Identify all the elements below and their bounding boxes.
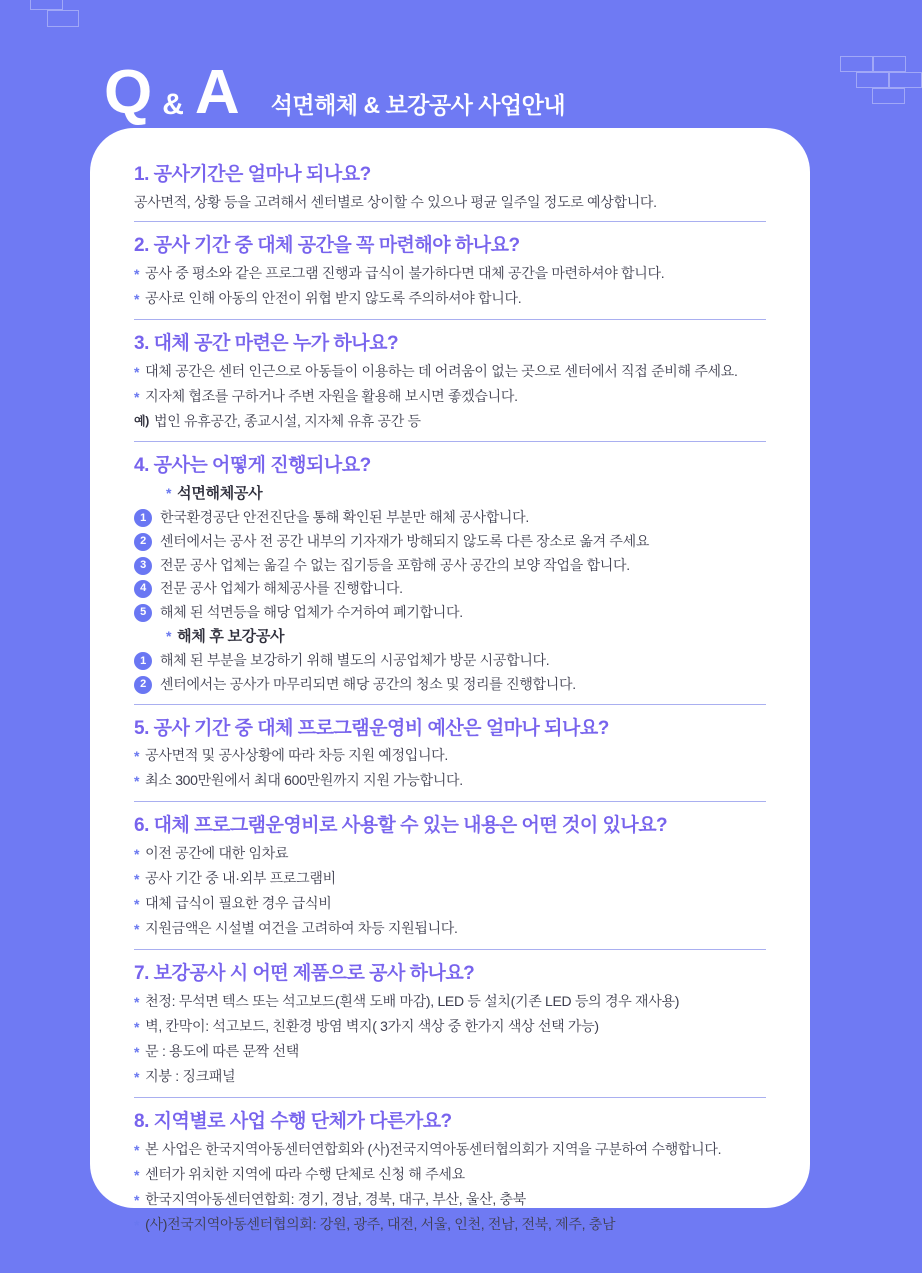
answer-text: 본 사업은 한국지역아동센터연합회와 (사)전국지역아동센터협의회가 지역을 구분하여 수행합니다.	[145, 1140, 722, 1157]
answer-item-example	[134, 412, 766, 432]
answer-item	[134, 289, 766, 310]
answer-text: 공사면적, 상황 등을 고려해서 센터별로 상이할 수 있으나 평균 일주일 정도로 예상합니다.	[134, 193, 657, 210]
answer-text: 공사면적 및 공사상황에 따라 차등 지원 예정입니다.	[145, 747, 448, 764]
brick-decoration-top-left-1	[30, 0, 63, 10]
qa-section-1	[134, 164, 766, 212]
qa-section-2	[134, 235, 766, 310]
question-title-2: 2. 공사 기간 중 대체 공간을 꼭 마련해야 하나요?	[134, 235, 520, 257]
logo-ampersand: &	[162, 88, 184, 121]
answer-text: 대체 공간은 센터 인근으로 아동들이 이용하는 데 어려움이 없는 곳으로 센터에서 직접 준비해 주세요.	[145, 362, 738, 379]
answer-item	[134, 387, 766, 408]
answer-item	[134, 919, 766, 940]
qa-section-8	[134, 1111, 766, 1236]
answer-item	[134, 1165, 766, 1186]
page-title: 석면해체 & 보강공사 사업안내	[270, 92, 566, 118]
answer-subtitle	[166, 483, 766, 504]
answer-text: 센터에서는 공사가 마무리되면 해당 공간의 청소 및 정리를 진행합니다.	[160, 675, 576, 692]
answer-text: 최소 300만원에서 최대 600만원까지 지원 가능합니다.	[145, 772, 463, 789]
answer-text: 공사 중 평소와 같은 프로그램 진행과 급식이 불가하다면 대체 공간을 마련하셔야 합니다.	[145, 265, 665, 282]
answer-text: 해체 된 석면등을 해당 업체가 수거하여 폐기합니다.	[160, 603, 463, 620]
asterisk-marker: *	[134, 1141, 140, 1158]
step-number-badge: 5	[134, 604, 152, 622]
section-divider	[134, 801, 766, 802]
question-title-4: 4. 공사는 어떻게 진행되나요?	[134, 454, 371, 476]
answer-item	[134, 746, 766, 767]
example-marker: 예)	[134, 413, 149, 428]
qa-section-4	[134, 455, 766, 695]
answer-text: 해체 후 보강공사	[177, 628, 285, 646]
asterisk-marker: *	[134, 1018, 140, 1035]
answer-item	[134, 771, 766, 792]
step-number-badge: 2	[134, 533, 152, 551]
answer-item	[134, 1215, 766, 1236]
asterisk-marker: *	[134, 993, 140, 1010]
asterisk-marker: *	[166, 485, 172, 502]
answer-item	[134, 362, 766, 383]
question-title-3: 3. 대체 공간 마련은 누가 하나요?	[134, 333, 399, 355]
answer-subtitle	[166, 626, 766, 647]
answer-text: 한국지역아동센터연합회: 경기, 경남, 경북, 대구, 부산, 울산, 충북	[145, 1190, 527, 1207]
answer-text: 대체 급식이 필요한 경우 급식비	[145, 895, 332, 912]
step-number-badge: 2	[134, 676, 152, 694]
brick-decoration-top-left-2	[47, 10, 79, 27]
answer-item	[134, 1067, 766, 1088]
answer-item	[134, 1190, 766, 1211]
answer-text: 석면해체공사	[177, 485, 263, 503]
answer-step	[134, 508, 766, 528]
answer-text: (사)전국지역아동센터협의회: 강원, 광주, 대전, 서울, 인천, 전남, 전북, 제주, 충남	[145, 1215, 616, 1232]
logo-letter-a: A	[194, 58, 239, 127]
asterisk-marker: *	[134, 748, 140, 765]
step-number-badge: 1	[134, 652, 152, 670]
qa-section-6	[134, 815, 766, 940]
asterisk-marker: *	[134, 291, 140, 308]
asterisk-marker: *	[134, 871, 140, 888]
qa-section-7	[134, 963, 766, 1088]
answer-item	[134, 1042, 766, 1063]
answer-text: 공사로 인해 아동의 안전이 위협 받지 않도록 주의하셔야 합니다.	[145, 290, 522, 307]
answer-text: 벽, 칸막이: 석고보드, 친환경 방염 벽지( 3가지 색상 중 한가지 색상 선택 가능)	[145, 1017, 599, 1034]
answer-text: 문 : 용도에 따른 문짝 선택	[145, 1042, 299, 1059]
step-number-badge: 1	[134, 509, 152, 527]
question-title-8: 8. 지역별로 사업 수행 단체가 다른가요?	[134, 1110, 452, 1132]
answer-text: 이전 공간에 대한 임차료	[145, 845, 289, 862]
asterisk-marker: *	[134, 1043, 140, 1060]
answer-text: 센터가 위치한 지역에 따라 수행 단체로 신청 해 주세요	[145, 1165, 465, 1182]
answer-text: 지자체 협조를 구하거나 주변 자원을 활용해 보시면 좋겠습니다.	[145, 387, 518, 404]
answer-text: 법인 유휴공간, 종교시설, 지자체 유휴 공간 등	[154, 412, 421, 429]
section-divider	[134, 441, 766, 442]
answer-step	[134, 532, 766, 552]
question-title-6: 6. 대체 프로그램운영비로 사용할 수 있는 내용은 어떤 것이 있나요?	[134, 815, 668, 837]
asterisk-marker: *	[134, 921, 140, 938]
step-number-badge: 3	[134, 557, 152, 575]
answer-item	[134, 869, 766, 890]
page-header	[104, 44, 900, 127]
answer-step	[134, 603, 766, 623]
answer-text: 천정: 무석면 텍스 또는 석고보드(흰색 도배 마감), LED 등 설치(기존 LED 등의 경우 재사용)	[145, 992, 680, 1009]
asterisk-marker: *	[134, 846, 140, 863]
step-number-badge: 4	[134, 580, 152, 598]
asterisk-marker: *	[134, 1166, 140, 1183]
section-divider	[134, 319, 766, 320]
section-divider	[134, 221, 766, 222]
logo-letter-q: Q	[104, 58, 152, 127]
answer-step	[134, 556, 766, 576]
answer-item	[134, 894, 766, 915]
answer-item	[134, 264, 766, 285]
answer-step	[134, 651, 766, 671]
section-divider	[134, 704, 766, 705]
asterisk-marker: *	[134, 1191, 140, 1208]
asterisk-marker: *	[134, 266, 140, 283]
answer-step	[134, 579, 766, 599]
answer-text: 지원금액은 시설별 여건을 고려하여 차등 지원됩니다.	[145, 920, 458, 937]
asterisk-marker: *	[134, 896, 140, 913]
asterisk-marker: *	[134, 363, 140, 380]
asterisk-marker: *	[134, 1216, 140, 1233]
answer-item	[134, 1140, 766, 1161]
answer-item	[134, 844, 766, 865]
answer-text: 공사 기간 중 내·외부 프로그램비	[145, 870, 336, 887]
answer-item	[134, 1017, 766, 1038]
answer-text: 전문 공사 업체는 옮길 수 없는 집기등을 포함해 공사 공간의 보양 작업을 합니다.	[160, 556, 630, 573]
asterisk-marker: *	[134, 773, 140, 790]
qa-logo	[104, 58, 239, 127]
asterisk-marker: *	[134, 388, 140, 405]
answer-text: 해체 된 부분을 보강하기 위해 별도의 시공업체가 방문 시공합니다.	[160, 652, 550, 669]
answer-item	[134, 193, 766, 213]
answer-text: 지붕 : 징크패널	[145, 1067, 236, 1084]
question-title-7: 7. 보강공사 시 어떤 제품으로 공사 하나요?	[134, 963, 475, 985]
question-title-1: 1. 공사기간은 얼마나 되나요?	[134, 164, 371, 185]
answer-text: 센터에서는 공사 전 공간 내부의 기자재가 방해되지 않도록 다른 장소로 옮겨 주세요	[160, 532, 650, 549]
section-divider	[134, 1097, 766, 1098]
answer-item	[134, 992, 766, 1013]
answer-text: 전문 공사 업체가 해체공사를 진행합니다.	[160, 580, 403, 597]
section-divider	[134, 949, 766, 950]
asterisk-marker: *	[134, 1068, 140, 1085]
asterisk-marker: *	[166, 628, 172, 645]
question-title-5: 5. 공사 기간 중 대체 프로그램운영비 예산은 얼마나 되나요?	[134, 717, 609, 739]
qa-card	[90, 128, 810, 1233]
answer-step	[134, 675, 766, 695]
qa-section-5	[134, 718, 766, 793]
answer-text: 한국환경공단 안전진단을 통해 확인된 부분만 해체 공사합니다.	[160, 509, 529, 526]
qa-section-3	[134, 333, 766, 431]
